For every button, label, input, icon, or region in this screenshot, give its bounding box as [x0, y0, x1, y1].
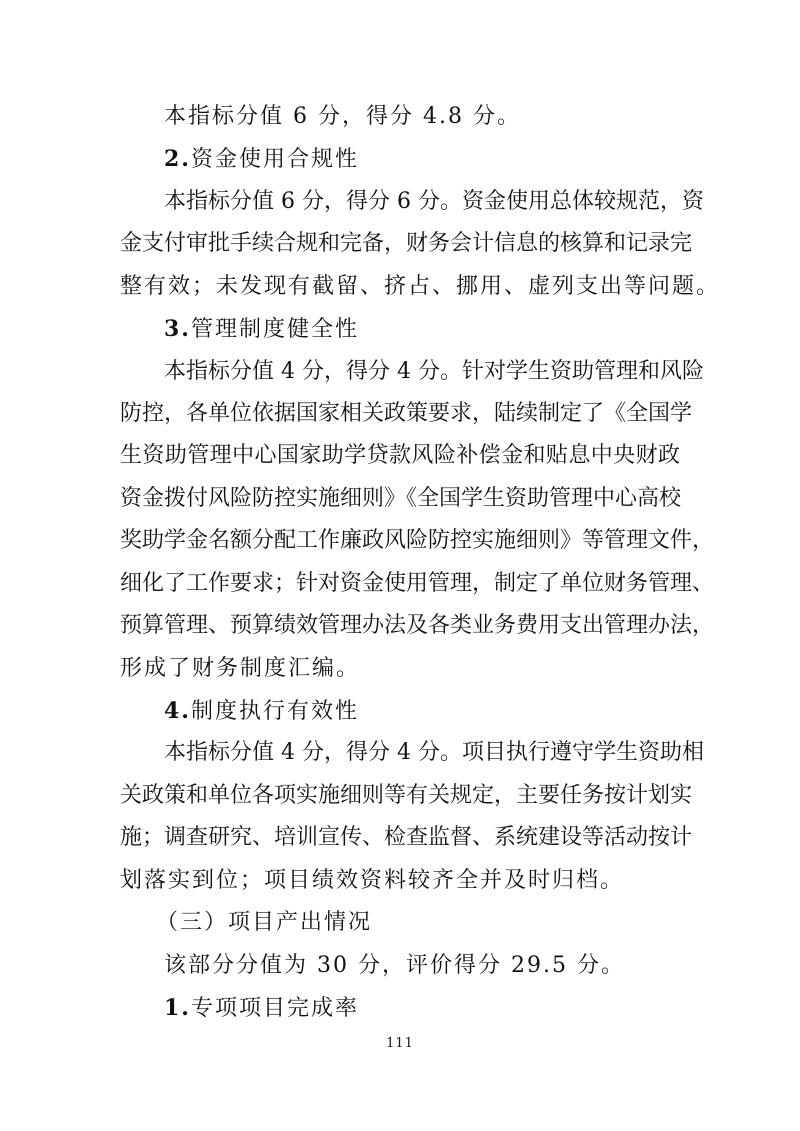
paragraph-line: 本指标分值 4 分，得分 4 分。项目执行遵守学生资助相 — [164, 740, 704, 765]
section-heading — [164, 696, 359, 727]
paragraph-line: 关政策和单位各项实施细则等有关规定，主要任务按计划实 — [120, 783, 693, 808]
paragraph-line: 奖助学金名额分配工作廉政风险防控实施细则》等管理文件， — [120, 528, 715, 553]
page-number: 111 — [386, 1036, 414, 1051]
section-heading — [164, 314, 359, 345]
heading-text: 资金使用合规性 — [190, 147, 359, 172]
section-heading — [164, 144, 359, 175]
heading-number: 3. — [164, 316, 191, 342]
paragraph-line: 划落实到位；项目绩效资料较齐全并及时归档。 — [120, 868, 625, 893]
heading-number: 4. — [164, 698, 191, 724]
paragraph-line: 整有效；未发现有截留、挤占、挪用、虚列支出等问题。 — [120, 274, 721, 299]
paragraph-line: 预算管理、预算绩效管理办法及各类业务费用支出管理办法， — [120, 613, 715, 638]
subsection-heading: （三）项目产出情况 — [156, 910, 373, 935]
paragraph-line: 该部分分值为 30 分，评价得分 29.5 分。 — [164, 953, 625, 978]
heading-number: 2. — [164, 146, 191, 172]
paragraph-line: 本指标分值 6 分，得分 6 分。资金使用总体较规范，资 — [164, 189, 704, 214]
heading-text: 专项项目完成率 — [190, 996, 359, 1021]
paragraph-line: 细化了工作要求；针对资金使用管理，制定了单位财务管理、 — [120, 571, 715, 596]
heading-number: 1. — [164, 995, 191, 1021]
paragraph-line: 施；调查研究、培训宣传、检查监督、系统建设等活动按计 — [120, 825, 693, 850]
section-heading — [164, 993, 359, 1024]
paragraph-line: 本指标分值 6 分，得分 4.8 分。 — [164, 104, 521, 129]
heading-text: 管理制度健全性 — [190, 317, 359, 342]
paragraph-line: 资金拨付风险防控实施细则》《全国学生资助管理中心高校 — [120, 486, 682, 511]
paragraph-line: 防控，各单位依据国家相关政策要求，陆续制定了《全国学 — [120, 401, 693, 426]
heading-text: 制度执行有效性 — [190, 699, 359, 724]
paragraph-line: 生资助管理中心国家助学贷款风险补偿金和贴息中央财政 — [120, 443, 680, 468]
paragraph-line: 形成了财务制度汇编。 — [120, 656, 361, 681]
paragraph-line: 本指标分值 4 分，得分 4 分。针对学生资助管理和风险 — [164, 359, 704, 384]
paragraph-line: 金支付审批手续合规和完备，财务会计信息的核算和记录完 — [120, 231, 693, 256]
